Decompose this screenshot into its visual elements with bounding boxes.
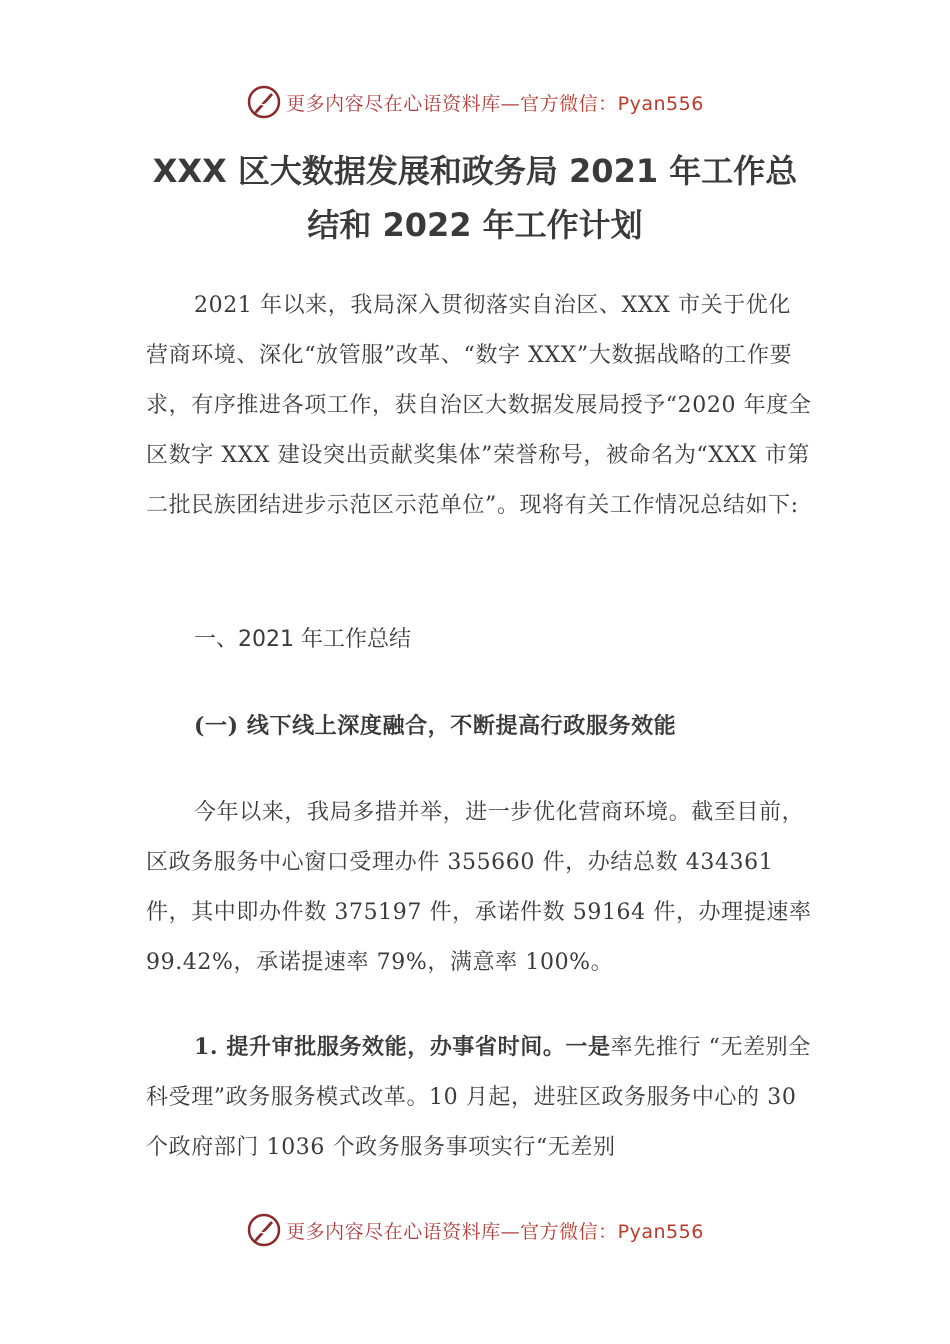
watermark-wechat: 官方微信：Pyan556 bbox=[520, 92, 704, 115]
footer-watermark bbox=[0, 1212, 950, 1248]
quill-pen-icon bbox=[246, 84, 282, 120]
summary-paragraph: 今年以来，我局多措并举，进一步优化营商环境。截至目前，区政务服务中心窗口受理办件 355660 件，办结总数 434361 件，其中即办件数 375197 件，承诺件数 59164 件，办理提速率 99.42%，承诺提速率 79%，满意率 100%。 bbox=[146, 800, 812, 975]
item-1-lead: 1. 提升审批服务效能，办事省时间。一是 bbox=[194, 1034, 611, 1060]
watermark-brand: 更多内容尽在心语资料库— bbox=[286, 92, 521, 115]
title-line-1: XXX 区大数据发展和政务局 2021 年工作总 bbox=[152, 152, 798, 190]
quill-pen-icon bbox=[246, 1212, 282, 1248]
section-heading: 一、2021 年工作总结 bbox=[194, 627, 411, 652]
intro-paragraph: 2021 年以来，我局深入贯彻落实自治区、XXX 市关于优化营商环境、深化“放管服”改革、“数字 XXX”大数据战略的工作要求，有序推进各项工作，获自治区大数据发展局授予“2020 年度全区数字 XXX 建设突出贡献奖集体”荣誉称号，被命名为“XXX 市第二批民族团结进步示范区示范单位”。现将有关工作情况总结如下: bbox=[146, 293, 812, 518]
header-watermark bbox=[0, 84, 950, 120]
item-1-body: 率先推行 “无差别全科受理”政务服务模式改革。10 月起，进驻区政务服务中心的 30 个政府部门 1036 个政务服务事项实行“无差别 bbox=[146, 1035, 811, 1160]
subsection-heading: (一) 线下线上深度融合，不断提高行政服务效能 bbox=[194, 713, 677, 739]
item-1-paragraph bbox=[146, 1022, 812, 1173]
title-line-2: 结和 2022 年工作计划 bbox=[307, 206, 643, 244]
watermark-brand: 更多内容尽在心语资料库— bbox=[286, 1220, 521, 1243]
watermark-wechat: 官方微信：Pyan556 bbox=[520, 1220, 704, 1243]
document-title bbox=[80, 144, 870, 252]
